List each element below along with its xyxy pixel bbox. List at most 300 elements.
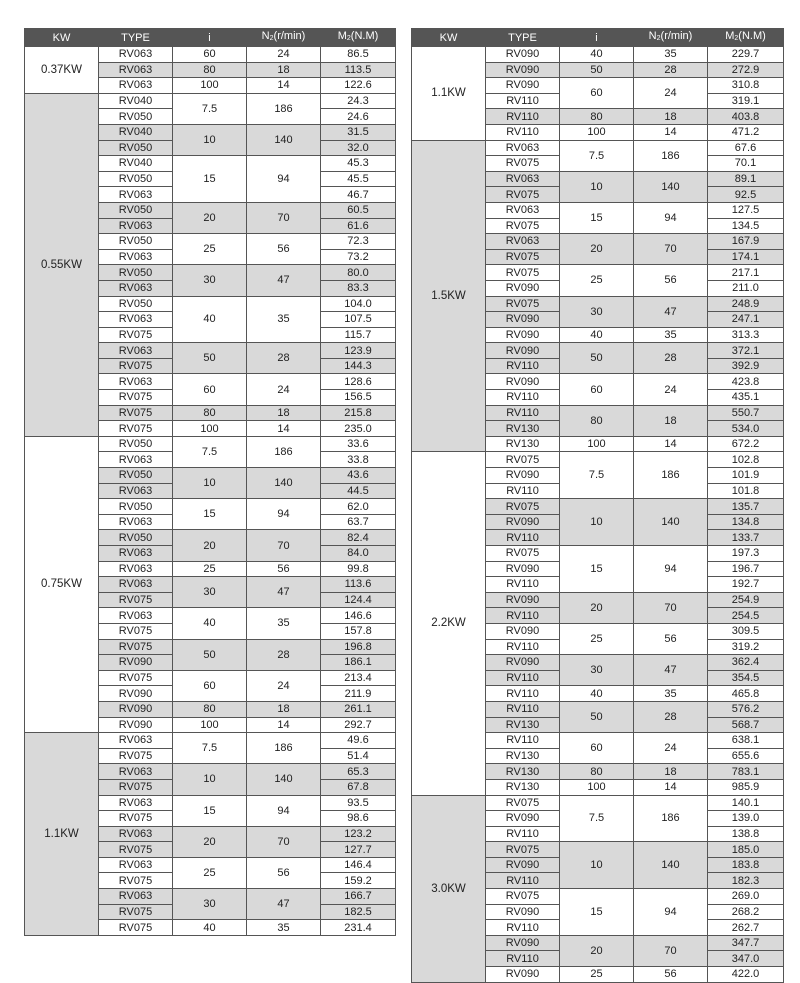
header-output-speed: $N_2(r/\min)$: [634, 29, 708, 47]
power-cell: 1.5KW: [412, 140, 486, 452]
type-cell: RV063: [99, 249, 173, 265]
type-cell: RV110: [486, 358, 560, 374]
type-cell: RV063: [99, 577, 173, 593]
ratio-cell: 25: [173, 561, 247, 577]
type-cell: RV063: [99, 47, 173, 63]
torque-cell: 144.3: [321, 358, 396, 374]
torque-cell: 196.7: [708, 561, 784, 577]
speed-cell: 186: [247, 733, 321, 764]
speed-cell: 18: [247, 701, 321, 717]
torque-cell: 319.2: [708, 639, 784, 655]
torque-cell: 31.5: [321, 124, 396, 140]
type-cell: RV075: [486, 187, 560, 203]
ratio-cell: 20: [560, 935, 634, 966]
power-cell: 3.0KW: [412, 795, 486, 982]
ratio-cell: 15: [560, 546, 634, 593]
torque-cell: 231.4: [321, 920, 396, 936]
ratio-cell: 20: [173, 202, 247, 233]
type-cell: RV090: [486, 655, 560, 671]
ratio-cell: 60: [560, 733, 634, 764]
torque-cell: 183.8: [708, 857, 784, 873]
type-cell: RV075: [486, 795, 560, 811]
ratio-cell: 100: [560, 779, 634, 795]
speed-cell: 70: [634, 592, 708, 623]
torque-cell: 65.3: [321, 764, 396, 780]
type-cell: RV110: [486, 826, 560, 842]
type-cell: RV090: [486, 514, 560, 530]
ratio-cell: 25: [173, 234, 247, 265]
ratio-cell: 50: [173, 343, 247, 374]
torque-cell: 72.3: [321, 234, 396, 250]
type-cell: RV090: [99, 686, 173, 702]
ratio-cell: 50: [173, 639, 247, 670]
torque-cell: 392.9: [708, 358, 784, 374]
torque-cell: 135.7: [708, 499, 784, 515]
type-cell: RV090: [486, 935, 560, 951]
ratio-cell: 7.5: [560, 140, 634, 171]
ratio-cell: 50: [560, 701, 634, 732]
type-cell: RV130: [486, 436, 560, 452]
type-cell: RV110: [486, 608, 560, 624]
ratio-cell: 100: [560, 124, 634, 140]
table-header: [412, 29, 784, 47]
speed-cell: 35: [247, 296, 321, 343]
torque-cell: 140.1: [708, 795, 784, 811]
torque-cell: 423.8: [708, 374, 784, 390]
header-output-torque: $M_2(N.M)$: [321, 29, 396, 47]
type-cell: RV075: [99, 811, 173, 827]
table-body: [412, 47, 784, 983]
torque-cell: 309.5: [708, 623, 784, 639]
type-cell: RV075: [99, 748, 173, 764]
power-cell: 2.2KW: [412, 452, 486, 795]
torque-cell: 292.7: [321, 717, 396, 733]
type-cell: RV063: [99, 546, 173, 562]
type-cell: RV075: [99, 623, 173, 639]
speed-cell: 14: [247, 78, 321, 94]
spec-table-right: [411, 28, 784, 983]
type-cell: RV075: [486, 218, 560, 234]
speed-cell: 140: [247, 764, 321, 795]
ratio-cell: 100: [173, 78, 247, 94]
ratio-cell: 25: [560, 623, 634, 654]
torque-cell: 229.7: [708, 47, 784, 63]
speed-cell: 28: [634, 62, 708, 78]
type-cell: RV130: [486, 764, 560, 780]
type-cell: RV090: [486, 904, 560, 920]
type-cell: RV063: [99, 452, 173, 468]
torque-cell: 123.9: [321, 343, 396, 359]
torque-cell: 104.0: [321, 296, 396, 312]
torque-cell: 197.3: [708, 546, 784, 562]
torque-cell: 107.5: [321, 312, 396, 328]
torque-cell: 638.1: [708, 733, 784, 749]
type-cell: RV075: [486, 156, 560, 172]
type-cell: RV130: [486, 779, 560, 795]
torque-cell: 167.9: [708, 234, 784, 250]
torque-cell: 122.6: [321, 78, 396, 94]
spec-table-left: [24, 28, 396, 936]
ratio-cell: 7.5: [560, 795, 634, 842]
torque-cell: 159.2: [321, 873, 396, 889]
speed-cell: 35: [634, 686, 708, 702]
torque-cell: 403.8: [708, 109, 784, 125]
speed-cell: 47: [247, 265, 321, 296]
table-row: [25, 733, 396, 749]
torque-cell: 45.3: [321, 156, 396, 172]
type-cell: RV063: [99, 218, 173, 234]
torque-cell: 354.5: [708, 670, 784, 686]
torque-cell: 672.2: [708, 436, 784, 452]
type-cell: RV090: [486, 47, 560, 63]
type-cell: RV063: [99, 608, 173, 624]
torque-cell: 63.7: [321, 514, 396, 530]
speed-cell: 28: [634, 343, 708, 374]
type-cell: RV075: [486, 499, 560, 515]
torque-cell: 435.1: [708, 390, 784, 406]
ratio-cell: 60: [173, 670, 247, 701]
speed-cell: 24: [247, 374, 321, 405]
type-cell: RV090: [486, 592, 560, 608]
type-cell: RV110: [486, 686, 560, 702]
speed-cell: 56: [634, 265, 708, 296]
ratio-cell: 60: [173, 374, 247, 405]
torque-cell: 123.2: [321, 826, 396, 842]
type-cell: RV063: [486, 234, 560, 250]
speed-cell: 28: [634, 701, 708, 732]
speed-cell: 14: [634, 124, 708, 140]
torque-cell: 113.6: [321, 577, 396, 593]
type-cell: RV063: [99, 764, 173, 780]
torque-cell: 174.1: [708, 249, 784, 265]
torque-cell: 33.8: [321, 452, 396, 468]
torque-cell: 134.5: [708, 218, 784, 234]
type-cell: RV090: [486, 811, 560, 827]
torque-cell: 372.1: [708, 343, 784, 359]
header-ratio: i: [173, 29, 247, 47]
ratio-cell: 25: [560, 967, 634, 983]
ratio-cell: 50: [560, 62, 634, 78]
ratio-cell: 20: [560, 592, 634, 623]
torque-cell: 185.0: [708, 842, 784, 858]
header-ratio: i: [560, 29, 634, 47]
type-cell: RV110: [486, 873, 560, 889]
speed-cell: 24: [247, 47, 321, 63]
type-cell: RV110: [486, 390, 560, 406]
speed-cell: 94: [247, 156, 321, 203]
ratio-cell: 7.5: [560, 452, 634, 499]
type-cell: RV063: [99, 62, 173, 78]
ratio-cell: 15: [173, 795, 247, 826]
speed-cell: 94: [247, 499, 321, 530]
type-cell: RV075: [99, 358, 173, 374]
torque-cell: 127.7: [321, 842, 396, 858]
torque-cell: 98.6: [321, 811, 396, 827]
header-kw: KW: [25, 29, 99, 47]
type-cell: RV075: [486, 265, 560, 281]
type-cell: RV063: [99, 312, 173, 328]
speed-cell: 70: [634, 234, 708, 265]
type-cell: RV090: [99, 655, 173, 671]
ratio-cell: 80: [173, 405, 247, 421]
speed-cell: 47: [634, 655, 708, 686]
type-cell: RV075: [99, 405, 173, 421]
header-type: TYPE: [99, 29, 173, 47]
speed-cell: 18: [247, 62, 321, 78]
torque-cell: 655.6: [708, 748, 784, 764]
type-cell: RV063: [486, 202, 560, 218]
speed-cell: 70: [634, 935, 708, 966]
ratio-cell: 30: [560, 296, 634, 327]
torque-cell: 157.8: [321, 623, 396, 639]
type-cell: RV090: [486, 623, 560, 639]
torque-cell: 73.2: [321, 249, 396, 265]
torque-cell: 62.0: [321, 499, 396, 515]
type-cell: RV110: [486, 109, 560, 125]
speed-cell: 94: [634, 202, 708, 233]
speed-cell: 14: [634, 436, 708, 452]
torque-cell: 182.3: [708, 873, 784, 889]
torque-cell: 217.1: [708, 265, 784, 281]
type-cell: RV130: [486, 421, 560, 437]
header-type: TYPE: [486, 29, 560, 47]
speed-cell: 35: [247, 920, 321, 936]
type-cell: RV063: [99, 187, 173, 203]
header-output-torque: $M_2(N.M)$: [708, 29, 784, 47]
type-cell: RV110: [486, 701, 560, 717]
torque-cell: 215.8: [321, 405, 396, 421]
ratio-cell: 10: [173, 124, 247, 155]
type-cell: RV050: [99, 140, 173, 156]
speed-cell: 186: [247, 436, 321, 467]
torque-cell: 33.6: [321, 436, 396, 452]
type-cell: RV090: [486, 468, 560, 484]
type-cell: RV063: [99, 826, 173, 842]
ratio-cell: 40: [173, 608, 247, 639]
torque-cell: 43.6: [321, 468, 396, 484]
type-cell: RV090: [486, 343, 560, 359]
ratio-cell: 100: [173, 421, 247, 437]
torque-cell: 146.6: [321, 608, 396, 624]
type-cell: RV050: [99, 530, 173, 546]
torque-cell: 83.3: [321, 280, 396, 296]
ratio-cell: 30: [173, 889, 247, 920]
torque-cell: 138.8: [708, 826, 784, 842]
ratio-cell: 100: [560, 436, 634, 452]
ratio-cell: 10: [173, 468, 247, 499]
table-row: [25, 436, 396, 452]
type-cell: RV110: [486, 124, 560, 140]
ratio-cell: 100: [173, 717, 247, 733]
speed-cell: 24: [634, 374, 708, 405]
torque-cell: 310.8: [708, 78, 784, 94]
speed-cell: 24: [247, 670, 321, 701]
speed-cell: 94: [247, 795, 321, 826]
speed-cell: 28: [247, 639, 321, 670]
torque-cell: 139.0: [708, 811, 784, 827]
type-cell: RV110: [486, 639, 560, 655]
type-cell: RV090: [486, 374, 560, 390]
torque-cell: 272.9: [708, 62, 784, 78]
power-cell: 1.1KW: [412, 47, 486, 141]
torque-cell: 67.8: [321, 779, 396, 795]
type-cell: RV075: [99, 873, 173, 889]
torque-cell: 262.7: [708, 920, 784, 936]
torque-cell: 422.0: [708, 967, 784, 983]
power-cell: 0.75KW: [25, 436, 99, 732]
type-cell: RV075: [99, 904, 173, 920]
table-body: [25, 47, 396, 936]
type-cell: RV110: [486, 577, 560, 593]
type-cell: RV063: [99, 733, 173, 749]
ratio-cell: 50: [560, 343, 634, 374]
power-cell: 0.37KW: [25, 47, 99, 94]
type-cell: RV063: [99, 280, 173, 296]
type-cell: RV110: [486, 920, 560, 936]
ratio-cell: 40: [173, 920, 247, 936]
torque-cell: 568.7: [708, 717, 784, 733]
type-cell: RV090: [486, 62, 560, 78]
table-row: [412, 140, 784, 156]
type-cell: RV063: [99, 795, 173, 811]
type-cell: RV063: [486, 171, 560, 187]
torque-cell: 146.4: [321, 857, 396, 873]
speed-cell: 14: [247, 717, 321, 733]
torque-cell: 128.6: [321, 374, 396, 390]
type-cell: RV050: [99, 436, 173, 452]
speed-cell: 24: [634, 78, 708, 109]
table-row: [25, 93, 396, 109]
type-cell: RV050: [99, 171, 173, 187]
torque-cell: 101.9: [708, 468, 784, 484]
type-cell: RV075: [99, 390, 173, 406]
power-cell: 0.55KW: [25, 93, 99, 436]
ratio-cell: 80: [560, 405, 634, 436]
type-cell: RV040: [99, 124, 173, 140]
ratio-cell: 60: [560, 78, 634, 109]
ratio-cell: 60: [173, 47, 247, 63]
type-cell: RV063: [99, 514, 173, 530]
speed-cell: 94: [634, 546, 708, 593]
table-row: [412, 452, 784, 468]
speed-cell: 56: [634, 967, 708, 983]
speed-cell: 140: [247, 468, 321, 499]
type-cell: RV075: [99, 920, 173, 936]
ratio-cell: 80: [560, 109, 634, 125]
speed-cell: 94: [634, 889, 708, 936]
speed-cell: 56: [247, 234, 321, 265]
type-cell: RV075: [99, 670, 173, 686]
speed-cell: 140: [634, 171, 708, 202]
speed-cell: 24: [634, 733, 708, 764]
speed-cell: 70: [247, 826, 321, 857]
speed-cell: 28: [247, 343, 321, 374]
type-cell: RV075: [486, 842, 560, 858]
speed-cell: 18: [634, 109, 708, 125]
type-cell: RV050: [99, 296, 173, 312]
speed-cell: 56: [247, 561, 321, 577]
torque-cell: 93.5: [321, 795, 396, 811]
ratio-cell: 15: [560, 202, 634, 233]
ratio-cell: 30: [173, 265, 247, 296]
type-cell: RV110: [486, 951, 560, 967]
torque-cell: 213.4: [321, 670, 396, 686]
torque-cell: 347.7: [708, 935, 784, 951]
speed-cell: 47: [247, 577, 321, 608]
torque-cell: 86.5: [321, 47, 396, 63]
speed-cell: 18: [247, 405, 321, 421]
speed-cell: 56: [247, 857, 321, 888]
speed-cell: 35: [247, 608, 321, 639]
speed-cell: 18: [634, 764, 708, 780]
type-cell: RV075: [99, 842, 173, 858]
torque-cell: 84.0: [321, 546, 396, 562]
type-cell: RV050: [99, 234, 173, 250]
speed-cell: 14: [634, 779, 708, 795]
torque-cell: 211.0: [708, 280, 784, 296]
torque-cell: 247.1: [708, 312, 784, 328]
ratio-cell: 20: [560, 234, 634, 265]
type-cell: RV090: [486, 78, 560, 94]
torque-cell: 576.2: [708, 701, 784, 717]
type-cell: RV050: [99, 265, 173, 281]
ratio-cell: 7.5: [173, 733, 247, 764]
torque-cell: 534.0: [708, 421, 784, 437]
torque-cell: 82.4: [321, 530, 396, 546]
torque-cell: 134.8: [708, 514, 784, 530]
type-cell: RV090: [486, 561, 560, 577]
type-cell: RV075: [486, 452, 560, 468]
torque-cell: 89.1: [708, 171, 784, 187]
type-cell: RV050: [99, 109, 173, 125]
table-row: [412, 795, 784, 811]
type-cell: RV075: [99, 779, 173, 795]
type-cell: RV063: [99, 857, 173, 873]
ratio-cell: 20: [173, 530, 247, 561]
torque-cell: 24.6: [321, 109, 396, 125]
speed-cell: 35: [634, 327, 708, 343]
torque-cell: 319.1: [708, 93, 784, 109]
type-cell: RV130: [486, 748, 560, 764]
torque-cell: 248.9: [708, 296, 784, 312]
torque-cell: 101.8: [708, 483, 784, 499]
torque-cell: 313.3: [708, 327, 784, 343]
torque-cell: 51.4: [321, 748, 396, 764]
type-cell: RV110: [486, 483, 560, 499]
type-cell: RV063: [99, 78, 173, 94]
ratio-cell: 40: [560, 686, 634, 702]
ratio-cell: 40: [560, 47, 634, 63]
type-cell: RV063: [99, 374, 173, 390]
speed-cell: 14: [247, 421, 321, 437]
torque-cell: 92.5: [708, 187, 784, 203]
torque-cell: 362.4: [708, 655, 784, 671]
type-cell: RV075: [99, 639, 173, 655]
type-cell: RV063: [99, 483, 173, 499]
header-kw: KW: [412, 29, 486, 47]
type-cell: RV110: [486, 93, 560, 109]
type-cell: RV075: [99, 421, 173, 437]
type-cell: RV063: [486, 140, 560, 156]
type-cell: RV110: [486, 733, 560, 749]
type-cell: RV090: [486, 327, 560, 343]
torque-cell: 196.8: [321, 639, 396, 655]
torque-cell: 269.0: [708, 889, 784, 905]
type-cell: RV040: [99, 156, 173, 172]
speed-cell: 47: [247, 889, 321, 920]
ratio-cell: 10: [560, 842, 634, 889]
type-cell: RV063: [99, 343, 173, 359]
